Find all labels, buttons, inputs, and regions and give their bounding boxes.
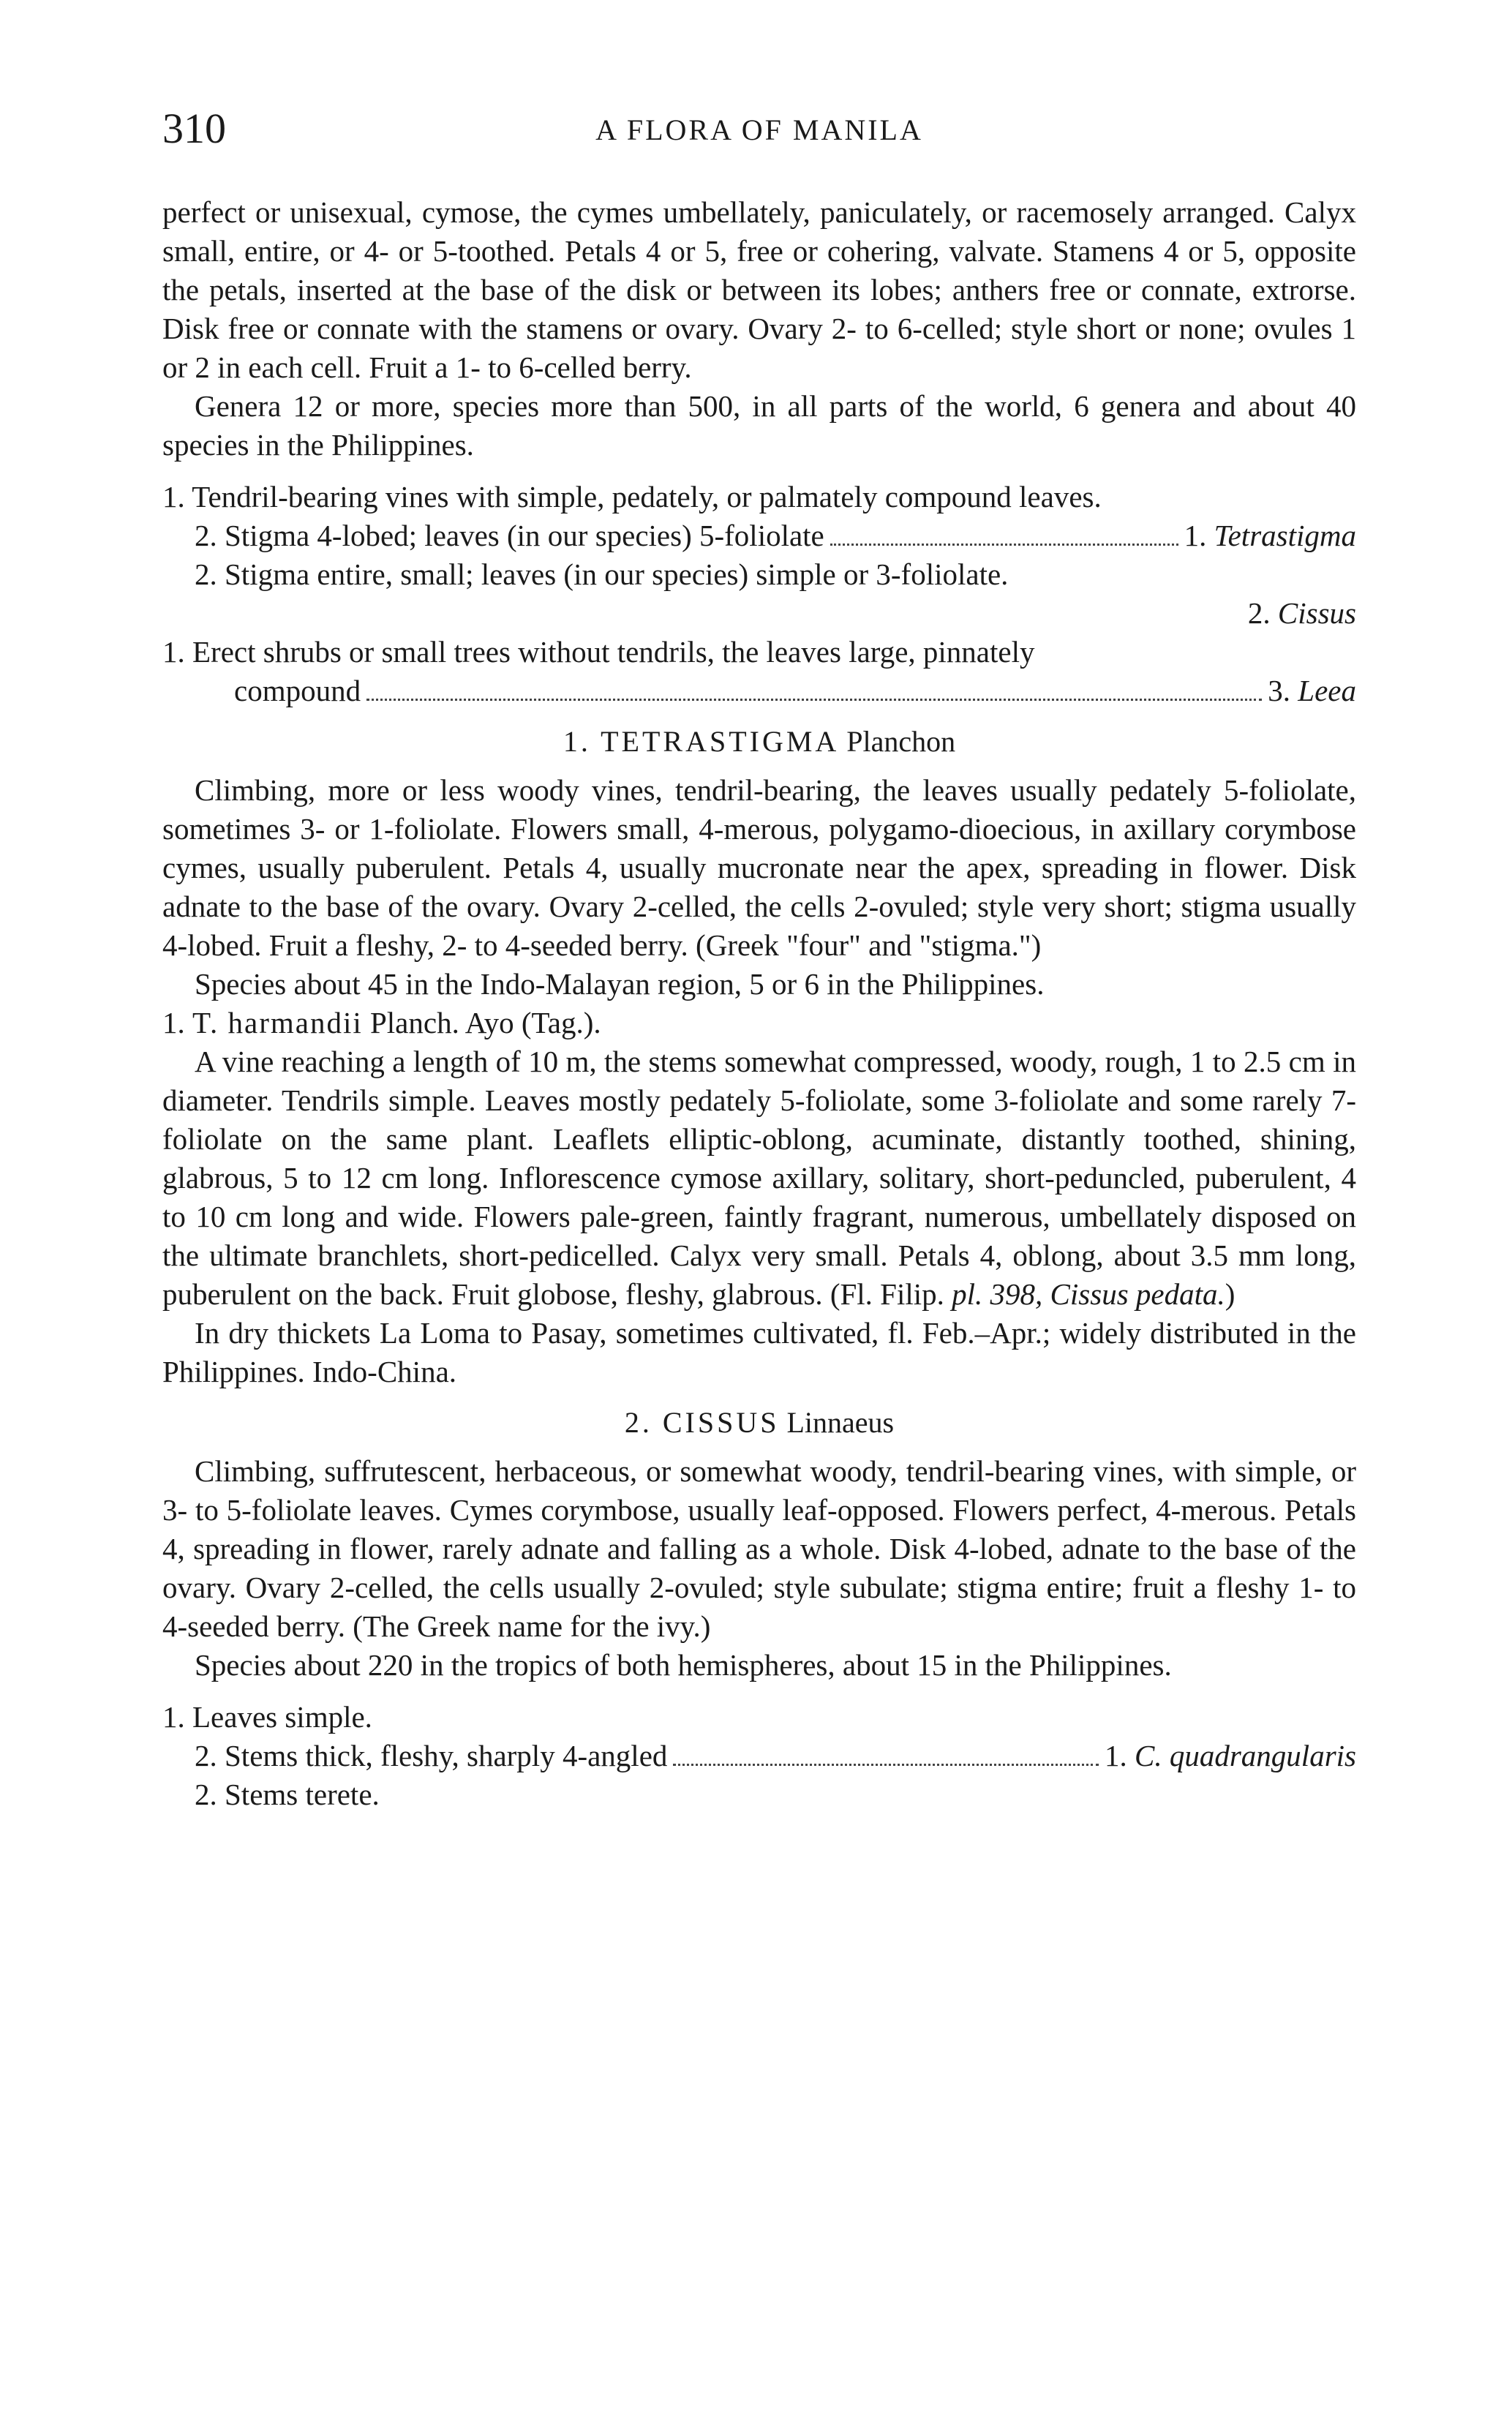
tetrastigma-distribution: Species about 45 in the Indo-Malayan region, 5 or 6 in the Philippines. xyxy=(195,967,1045,1001)
family-distribution: Genera 12 or more, species more than 500, in all parts of the world, 6 genera and about 40 species in the Philippines. xyxy=(162,389,1356,462)
genus-key xyxy=(162,478,1356,710)
species-description: A vine reaching a length of 10 m, the stems somewhat compressed, woody, rough, 1 to 2.5 cm in diameter. Tendrils simple. Leaves mostly pedately 5-foliolate, some 3-foliolate and some rarely 7-foliolate on the same plant. Leaflets elliptic-oblong, acuminate, distantly toothed, shining, glabrous, 5 to 12 cm long. Inflorescence cymose axillary, solitary, short-peduncled, puberulent, 4 to 10 cm long and wide. Flowers pale-green, faintly fragrant, numerous, umbellately disposed on the ultimate branchlets, short-pedicelled. Calyx very small. Petals 4, oblong, about 3.5 mm long, puberulent on the back. Fruit globose, fleshy, glabrous. (Fl. Filip. pl. 398, Cissus pedata.) xyxy=(162,1045,1356,1311)
key-lead-1a: 1. Tendril-bearing vines with simple, pedately, or palmately compound leaves. xyxy=(162,480,1102,514)
page-header xyxy=(162,104,1356,162)
cissus-distribution: Species about 220 in the tropics of both hemispheres, about 15 in the Philippines. xyxy=(195,1648,1172,1682)
key-lead-2a: 2. Stigma 4-lobed; leaves (in our species) 5-foliolate 1. Tetrastigma xyxy=(195,519,1356,552)
dot-leader xyxy=(830,544,1178,546)
dot-leader xyxy=(366,699,1262,701)
page-number: 310 xyxy=(162,105,226,152)
species-habitat: In dry thickets La Loma to Pasay, sometimes cultivated, fl. Feb.–Apr.; widely distributed in the Philippines. Indo-China. xyxy=(162,1316,1356,1388)
species-title: 1. T. harmandii Planch. Ayo (Tag.). xyxy=(162,1006,601,1039)
tetrastigma-heading: 1. TETRASTIGMA Planchon xyxy=(563,725,956,758)
body-column xyxy=(162,193,1356,1814)
dot-leader xyxy=(673,1764,1099,1766)
family-description: perfect or unisexual, cymose, the cymes umbellately, paniculately, or racemosely arranged. Calyx small, entire, or 4- or 5-toothed. Petals 4 or 5, free or cohering, valvate. Stamens 4 or 5, opposite the petals, inserted at the base of the disk or between its lobes; anthers free or connate, extrorse. Disk free or connate with the stamens or ovary. Ovary 2- to 6-celled; style short or none; ovules 1 or 2 in each cell. Fruit a 1- to 6-celled berry. xyxy=(162,195,1356,384)
cissus-key xyxy=(162,1698,1356,1814)
cissus-heading: 2. CISSUS Linnaeus xyxy=(624,1406,895,1439)
cissus-key-lead-2b: 2. Stems terete. xyxy=(195,1778,380,1811)
key-lead-2b-result: 2. Cissus xyxy=(1247,596,1356,630)
cissus-key-lead-2a: 2. Stems thick, fleshy, sharply 4-angled 1. C. quadrangularis xyxy=(195,1739,1356,1772)
key-lead-2b: 2. Stigma entire, small; leaves (in our species) simple or 3-foliolate. xyxy=(195,557,1009,591)
cissus-key-lead-1: 1. Leaves simple. xyxy=(162,1700,372,1734)
cissus-description: Climbing, suffrutescent, herbaceous, or somewhat woody, tendril-bearing vines, with simple, or 3- to 5-foliolate leaves. Cymes corymbose, usually leaf-opposed. Flowers perfect, 4-merous. Petals 4, spreading in flower, rarely adnate and falling as a whole. Disk 4-lobed, adnate to the base of the ovary. Ovary 2-celled, the cells usually 2-ovuled; style subulate; stigma entire; fruit a fleshy 1- to 4-seeded berry. (The Greek name for the ivy.) xyxy=(162,1454,1356,1643)
key-lead-1b-cont: compound 3. Leea xyxy=(234,674,1356,707)
key-lead-1b: 1. Erect shrubs or small trees without tendrils, the leaves large, pinnately xyxy=(162,635,1035,669)
tetrastigma-description: Climbing, more or less woody vines, tendril-bearing, the leaves usually pedately 5-foliolate, sometimes 3- or 1-foliolate. Flowers small, 4-merous, polygamo-dioecious, in axillary corymbose cymes, usually puberulent. Petals 4, usually mucronate near the apex, spreading in flower. Disk adnate to the base of the ovary. Ovary 2-celled, the cells 2-ovuled; style very short; stigma usually 4-lobed. Fruit a fleshy, 2- to 4-seeded berry. (Greek "four" and "stigma.") xyxy=(162,773,1356,962)
running-title: A FLORA OF MANILA xyxy=(595,113,923,146)
